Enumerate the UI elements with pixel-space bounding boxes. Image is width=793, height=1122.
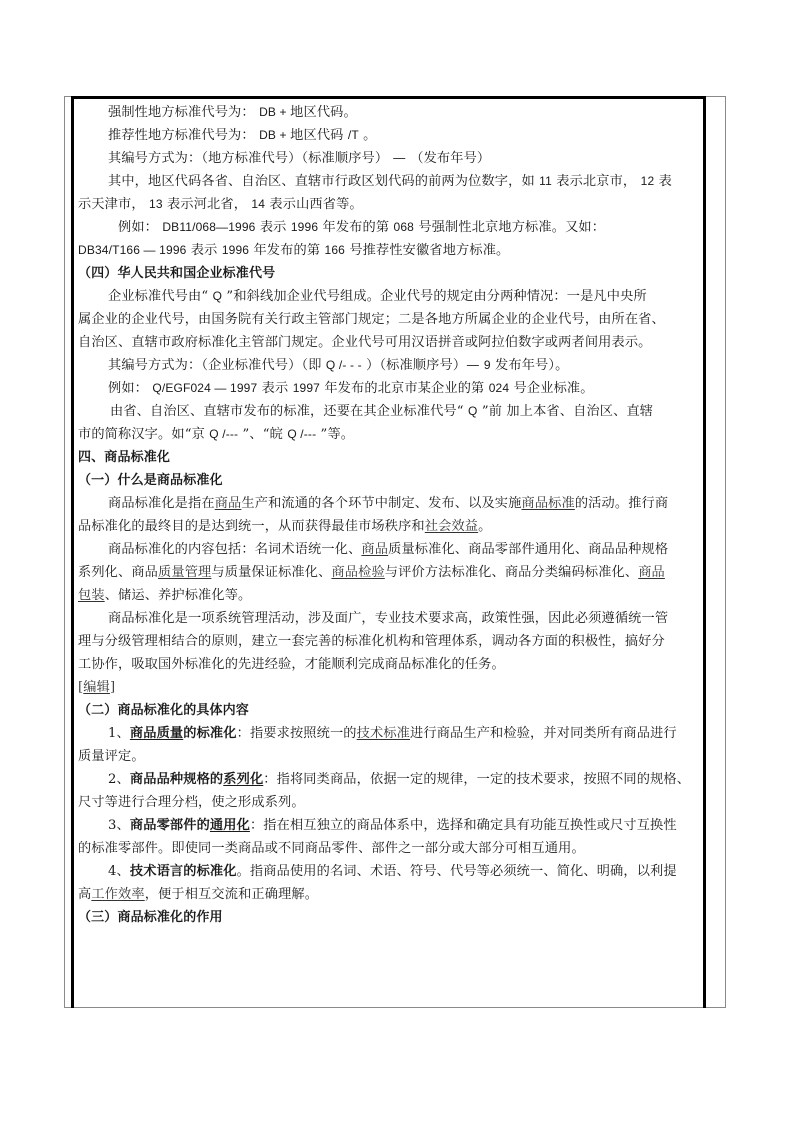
code: /T xyxy=(347,128,359,142)
text: ”和斜线加企业代号组成。企业代号的规定由分两种情况：一是凡中央所 xyxy=(222,289,647,304)
text: 其编号方式为：（企业标准代号）（即 xyxy=(108,358,326,373)
paragraph-line xyxy=(78,354,698,377)
number: 9 xyxy=(483,358,491,372)
text: 生产和流通的各个环节中制定、发布、以及实施 xyxy=(241,496,522,511)
paragraph-line xyxy=(78,124,698,147)
text: 企业标准代号由“ xyxy=(108,289,213,304)
text: ：指将同类商品，依据一定的规律，一定的技术要求，按照不同的规格、 xyxy=(263,772,691,787)
code: DB11/068—1996 xyxy=(162,220,256,234)
heading-what-is: （一）什么是商品标准化 xyxy=(78,473,223,488)
text: 号企业标准。 xyxy=(509,381,594,396)
text: ”等。 xyxy=(316,427,355,442)
paragraph-line: 的标准零部件。即使同一类商品或不同商品零件、部件之一部分或大部分可相互通用。 xyxy=(78,841,585,856)
code: DB34/T166 — 1996 xyxy=(78,243,187,257)
paragraph-line xyxy=(78,883,698,906)
paragraph-line: 其编号方式为：（地方标准代号）（标准顺序号） — （发布年号） xyxy=(108,151,491,166)
code: Q /--- xyxy=(287,427,317,441)
paragraph-line xyxy=(78,423,698,446)
number: 068 xyxy=(393,220,415,234)
number: 1997 xyxy=(292,381,320,395)
text: 表示河北省， xyxy=(162,197,252,212)
number: 024 xyxy=(488,381,510,395)
text: ：指要求按照统一的 xyxy=(236,726,357,741)
document-body xyxy=(78,101,698,929)
text: 表 xyxy=(654,174,672,189)
link-technical-standard[interactable]: 技术标准 xyxy=(356,726,411,741)
paragraph-line: 商品标准化是一项系统管理活动，涉及面广，专业技术要求高，政策性强，因此必须遵循统一管 xyxy=(108,611,669,626)
paragraph-line xyxy=(78,584,698,607)
link-work-efficiency[interactable]: 工作效率 xyxy=(91,887,145,902)
text: ：指在相互独立的商品体系中，选择和确定具有功能互换性或尺寸互换性 xyxy=(249,818,677,833)
text: 、储运、养护标准化等。 xyxy=(104,588,252,603)
link-commodity[interactable]: 商品 xyxy=(361,542,389,557)
text: 号推荐性安徽省地方标准。 xyxy=(344,243,510,258)
text: 地区代码。 xyxy=(290,105,357,120)
text: 例如： xyxy=(108,381,153,396)
text: 由省、自治区、直辖市发布的标准，还要在其企业标准代号“ xyxy=(110,404,469,419)
text: 年发布的第 xyxy=(318,220,394,235)
text: 2、 xyxy=(108,772,130,787)
paragraph-line xyxy=(78,170,698,193)
paragraph-line xyxy=(78,239,698,262)
text: 地区代码 xyxy=(290,128,348,143)
bracket: ] xyxy=(109,680,116,695)
code: DB + xyxy=(259,105,291,119)
text: ”、“皖 xyxy=(238,427,288,442)
paragraph-line: 属企业的企业代号，由国务院有关行政主管部门规定；二是各地方所属企业的企业代号，由所在省、 xyxy=(78,312,665,327)
text: 市的简称汉字。如“京 xyxy=(78,427,210,442)
link-commodity-inspection[interactable]: 商品检验 xyxy=(331,565,385,580)
paragraph-line xyxy=(78,538,698,561)
link-quality-management[interactable]: 质量管理 xyxy=(158,565,212,580)
text: 推荐性地方标准代号为： xyxy=(108,128,260,143)
paragraph-line xyxy=(78,193,698,216)
link-commodity-packaging[interactable]: 商品 xyxy=(638,565,665,580)
text: 年发布的第 xyxy=(249,243,325,258)
number: 13 xyxy=(149,197,163,211)
code: Q /--- xyxy=(209,427,239,441)
text: 表示 xyxy=(255,220,291,235)
text: 号强制性北京地方标准。又如： xyxy=(414,220,606,235)
text: 。 xyxy=(478,519,492,534)
paragraph-line: 质量评定。 xyxy=(78,749,145,764)
bold-text: 的标准化 xyxy=(183,726,237,741)
text: 其中，地区代码各省、自治区、直辖市行政区划代码的前两为位数字，如 xyxy=(108,174,540,189)
heading-enterprise-code: （四）华人民共和国企业标准代号 xyxy=(78,266,276,281)
bracket: [ xyxy=(78,680,84,695)
paragraph-line xyxy=(78,722,698,745)
text: 质量标准化、商品零部件通用化、商品品种规格 xyxy=(388,542,669,557)
text: 。指商品使用的名词、术语、符号、代号等必须统一、简化、明确，以利提 xyxy=(236,864,677,879)
paragraph-line: 理与分级管理相结合的原则，建立一套完善的标准化机构和管理体系，调动各方面的积极性，搞好分 xyxy=(78,634,665,649)
text: 表示北京市， xyxy=(551,174,641,189)
text: ，便于相互交流和正确理解。 xyxy=(144,887,319,902)
link-commodity[interactable]: 商品 xyxy=(214,496,242,511)
number: 166 xyxy=(324,243,345,257)
text: 表示 xyxy=(186,243,222,258)
text: 品标准化的最终目的是达到统一，从而获得最佳市场秩序和 xyxy=(78,519,425,534)
text: 强制性地方标准代号为： xyxy=(108,105,260,120)
bold-text: 商品零部件的 xyxy=(129,818,210,833)
text: 商品标准化的内容包括：名词术语统一化、 xyxy=(108,542,362,557)
text: 。 xyxy=(358,128,377,143)
text: 系列化、商品 xyxy=(78,565,159,580)
link-serialization[interactable]: 系列化 xyxy=(223,772,264,787)
paragraph-line xyxy=(78,492,698,515)
link-commodity-quality[interactable]: 商品质量 xyxy=(129,726,184,741)
text: 4、 xyxy=(108,864,130,879)
paragraph-line xyxy=(78,400,698,423)
code: Q xyxy=(212,289,223,303)
link-commodity-packaging[interactable]: 包装 xyxy=(78,588,105,603)
paragraph-line xyxy=(78,768,698,791)
text: 例如： xyxy=(118,220,163,235)
text: ）（标准顺序号）— xyxy=(361,358,484,373)
edit-link-line xyxy=(78,676,698,699)
edit-link[interactable]: 编辑 xyxy=(83,680,110,695)
code: Q /- - - xyxy=(325,358,362,372)
paragraph-line xyxy=(78,561,698,584)
paragraph-line: 自治区、直辖市政府标准化主管部门规定。企业代号可用汉语拼音或阿拉伯数字或两者间用表示。 xyxy=(78,335,652,350)
number: 11 xyxy=(539,174,552,188)
paragraph-line xyxy=(78,377,698,400)
text: 高 xyxy=(78,887,92,902)
code: DB + xyxy=(259,128,291,142)
paragraph-line xyxy=(78,101,698,124)
text: 进行商品生产和检验，并对同类所有商品进行 xyxy=(410,726,677,741)
text: 与质量保证标准化、 xyxy=(211,565,332,580)
bold-text: 技术语言的标准化 xyxy=(129,864,237,879)
text: 示天津市， xyxy=(78,197,150,212)
heading-role: （三）商品标准化的作用 xyxy=(78,910,223,925)
text: 与评价方法标准化、商品分类编码标准化、 xyxy=(384,565,639,580)
text: 表示山西省等。 xyxy=(265,197,363,212)
heading-specific-content: （二）商品标准化的具体内容 xyxy=(78,703,249,718)
number: 14 xyxy=(251,197,266,211)
link-generalization[interactable]: 通用化 xyxy=(209,818,250,833)
code: Q xyxy=(468,404,478,418)
number: 1996 xyxy=(221,243,250,257)
paragraph-line xyxy=(78,216,698,239)
bold-text: 商品品种规格的 xyxy=(129,772,224,787)
code: Q/EGF024 — 1997 xyxy=(152,381,258,395)
link-social-benefit[interactable]: 社会效益 xyxy=(424,519,479,534)
text: 表示 xyxy=(257,381,293,396)
paragraph-line xyxy=(78,860,698,883)
number: 1996 xyxy=(290,220,319,234)
heading-commodity-standardization: 四、商品标准化 xyxy=(78,450,171,465)
paragraph-line: 尺寸等进行合理分档，使之形成系列。 xyxy=(78,795,305,810)
text: 发布年号）。 xyxy=(490,358,569,373)
paragraph-line xyxy=(78,515,698,538)
text: 商品标准化是指在 xyxy=(108,496,215,511)
link-commodity-standard[interactable]: 商品标准 xyxy=(521,496,575,511)
paragraph-line: 工协作，吸取国外标准化的先进经验，才能顺利完成商品标准化的任务。 xyxy=(78,657,505,672)
paragraph-line xyxy=(78,814,698,837)
paragraph-line xyxy=(78,285,698,308)
text: 年发布的北京市某企业的第 xyxy=(320,381,489,396)
number: 12 xyxy=(640,174,655,188)
text: 的活动。推行商 xyxy=(574,496,669,511)
text: ”前 加上本省、自治区、直辖 xyxy=(477,404,654,419)
text: 3、 xyxy=(108,818,130,833)
text: 1、 xyxy=(108,726,130,741)
